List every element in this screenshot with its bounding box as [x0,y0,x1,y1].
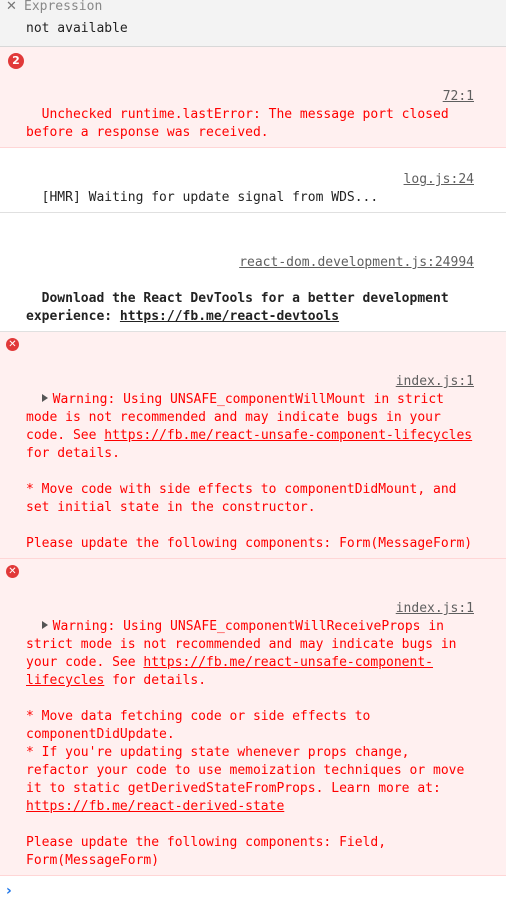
console-error-entry [0,47,506,148]
warning-advice: * Move data fetching code or side effects to componentDidUpdate. [26,709,379,742]
lifecycles-link[interactable]: https://fb.me/react-unsafe-component-lifecycles [26,655,433,688]
console-log-entry [0,148,506,213]
error-message: Unchecked runtime.lastError: The message port closed before a response was received. [26,107,457,140]
console-input[interactable] [26,876,506,902]
repeat-count-badge: 2 [8,53,24,69]
derived-state-link[interactable]: https://fb.me/react-derived-state [26,799,285,814]
error-icon: ✕ [6,338,19,351]
console-log-entry [0,213,506,332]
console-prompt [0,876,506,900]
lifecycles-link[interactable]: https://fb.me/react-unsafe-component-lifecycles [104,428,473,443]
expression-header [0,0,506,14]
watch-expression [0,0,506,47]
log-message: [HMR] Waiting for update signal from WDS... [41,190,379,205]
expression-label: Expression [24,0,103,14]
warning-text: Warning: Using UNSAFE_componentWillMount in strict mode is not recommended and may indicate bugs in your code. See [26,392,452,443]
close-icon[interactable]: ✕ [6,0,17,14]
warning-components: Please update the following components: Field, Form(MessageForm) [26,835,394,868]
source-link[interactable]: log.js:24 [403,172,474,187]
warning-advice: * Move code with side effects to componentDidMount, and set initial state in the constructor. [26,482,465,515]
source-link[interactable]: index.js:1 [395,601,474,616]
log-message: Download the React DevTools for a better development experience: [26,291,457,324]
expand-triangle-icon[interactable] [42,621,48,629]
warning-components: Please update the following components: Form(MessageForm) [26,536,473,551]
warning-advice-2: * If you're updating state whenever props change, refactor your code to use memoization techniques or move it to static getDerivedStateFromProps. Learn more at: [26,745,473,796]
expression-value: not available [26,21,128,36]
warning-text: Warning: Using UNSAFE_componentWillReceiveProps in strict mode is not recommended and may indicate bugs in your code. See [26,619,465,670]
react-devtools-link[interactable]: https://fb.me/react-devtools [119,309,340,324]
warning-text-end: for details. [104,673,207,688]
expand-triangle-icon[interactable] [42,394,48,402]
error-icon: ✕ [6,565,19,578]
warning-text-end: for details. [26,428,480,461]
source-link[interactable]: 72:1 [442,89,474,104]
console-warning-entry [0,559,506,876]
source-link[interactable]: index.js:1 [395,374,474,389]
chevron-right-icon: › [6,883,12,899]
console-warning-entry [0,332,506,559]
source-link[interactable]: react-dom.development.js:24994 [239,255,474,270]
